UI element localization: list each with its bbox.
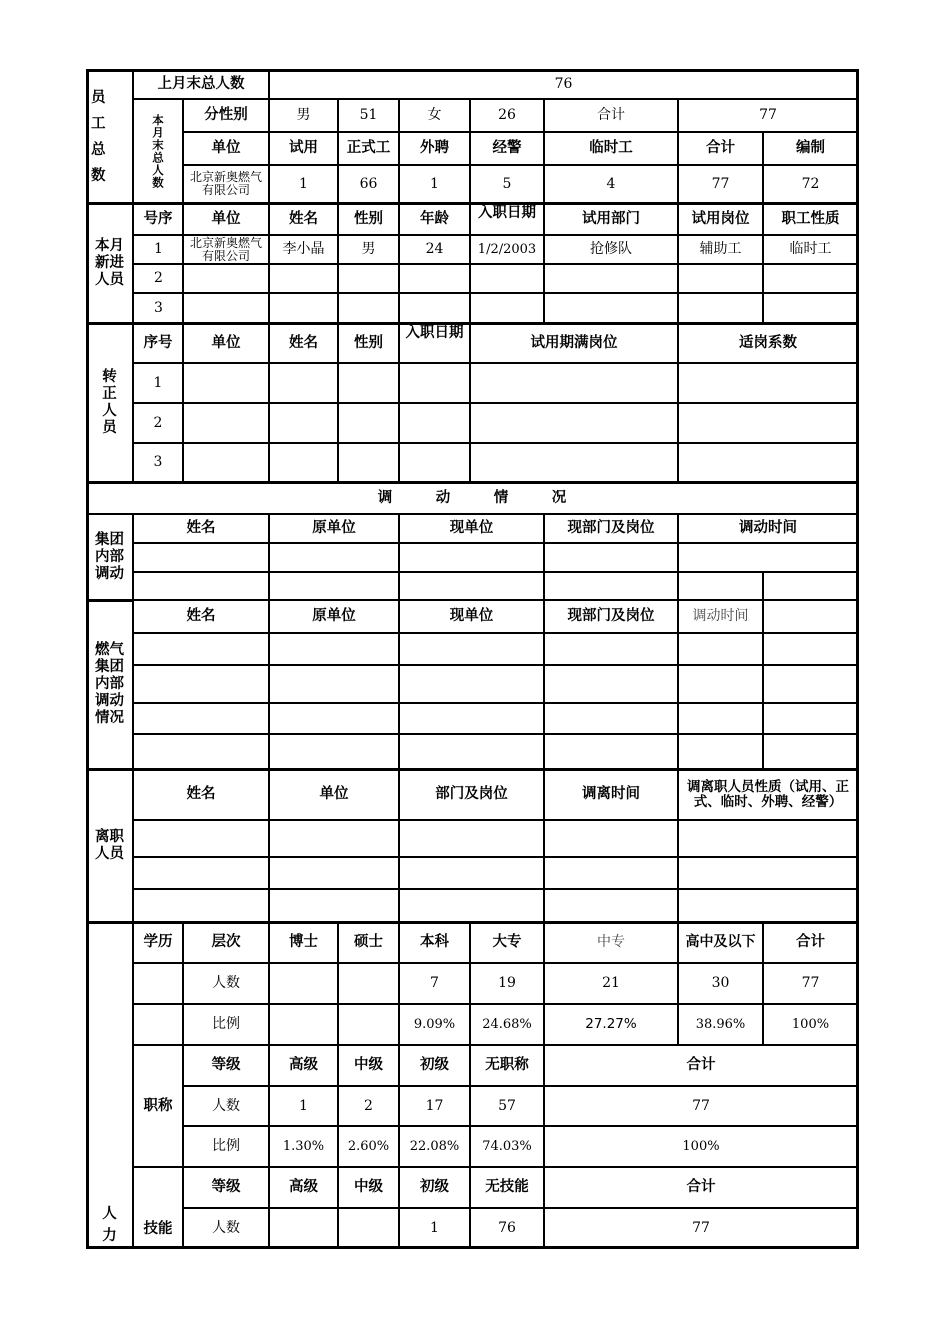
title-rank-count: 77 bbox=[544, 1086, 858, 1126]
education-count: 7 bbox=[399, 963, 470, 1004]
empty-cell bbox=[763, 703, 858, 734]
male-value: 51 bbox=[338, 99, 399, 132]
summary-header: 正式工 bbox=[338, 132, 399, 165]
new-hires-header: 姓名 bbox=[269, 203, 338, 235]
gender-total-value: 77 bbox=[678, 99, 858, 132]
skill-header: 初级 bbox=[399, 1167, 470, 1208]
group-transfer-header: 调动时间 bbox=[678, 514, 858, 543]
gas-transfer-header: 姓名 bbox=[133, 600, 269, 633]
summary-value-cell: 5 bbox=[470, 165, 544, 203]
title-rank-header: 高级 bbox=[269, 1045, 338, 1086]
empty-cell bbox=[338, 293, 399, 323]
title-rank-header: 初级 bbox=[399, 1045, 470, 1086]
education-ratio: 24.68% bbox=[470, 1004, 544, 1045]
section-rule bbox=[86, 202, 858, 205]
new-hire-age: 24 bbox=[399, 235, 470, 264]
empty-cell bbox=[399, 633, 544, 665]
education-header: 硕士 bbox=[338, 922, 399, 963]
empty-cell bbox=[399, 857, 544, 889]
empty-cell bbox=[678, 264, 763, 293]
group-transfer-header: 姓名 bbox=[133, 514, 269, 543]
regularized-header: 序号 bbox=[133, 323, 183, 363]
summary-header: 编制 bbox=[763, 132, 858, 165]
education-header: 层次 bbox=[183, 922, 269, 963]
new-hire-name: 李小晶 bbox=[269, 235, 338, 264]
gas-transfer-header: 现部门及岗位 bbox=[544, 600, 678, 633]
title-rank-header: 等级 bbox=[183, 1045, 269, 1086]
empty-cell bbox=[763, 572, 858, 600]
gender-total-label: 合计 bbox=[544, 99, 678, 132]
empty-cell bbox=[399, 443, 470, 482]
regularized-header: 入职日期 bbox=[399, 323, 470, 363]
new-hires-header: 性别 bbox=[338, 203, 399, 235]
empty-cell bbox=[763, 264, 858, 293]
group-transfer-header: 现部门及岗位 bbox=[544, 514, 678, 543]
empty-cell bbox=[470, 264, 544, 293]
frame-left-rule bbox=[86, 69, 89, 1249]
group-transfer-header: 原单位 bbox=[269, 514, 399, 543]
empty-cell bbox=[183, 403, 269, 443]
empty-cell bbox=[470, 293, 544, 323]
empty-cell bbox=[763, 633, 858, 665]
section-rule bbox=[86, 768, 858, 771]
education-label: 学历 bbox=[133, 922, 183, 963]
empty-cell bbox=[269, 403, 338, 443]
leaving-header: 调离时间 bbox=[544, 769, 678, 820]
new-hire-date: 1/2/2003 bbox=[470, 235, 544, 264]
empty-cell bbox=[470, 363, 678, 403]
empty-cell bbox=[678, 443, 858, 482]
empty-cell bbox=[399, 734, 544, 769]
empty-cell bbox=[678, 820, 858, 857]
gender-label: 分性别 bbox=[183, 99, 269, 132]
empty-cell bbox=[338, 264, 399, 293]
empty-cell bbox=[763, 293, 858, 323]
empty-cell bbox=[269, 543, 399, 572]
education-ratio: 100% bbox=[763, 1004, 858, 1045]
empty-cell bbox=[763, 734, 858, 769]
empty-cell bbox=[544, 293, 678, 323]
new-hires-header: 单位 bbox=[183, 203, 269, 235]
skill-label: 技能 bbox=[133, 1167, 183, 1248]
summary-value-cell: 4 bbox=[544, 165, 678, 203]
empty-cell bbox=[269, 703, 399, 734]
regularized-row-no: 3 bbox=[133, 443, 183, 482]
empty-cell bbox=[183, 264, 269, 293]
empty-cell bbox=[133, 633, 269, 665]
empty-cell bbox=[399, 293, 470, 323]
empty-cell bbox=[678, 734, 763, 769]
title-rank-ratio: 100% bbox=[544, 1126, 858, 1167]
empty-cell bbox=[133, 734, 269, 769]
title-rank-ratio-label: 比例 bbox=[183, 1126, 269, 1167]
empty-cell bbox=[269, 363, 338, 403]
empty-cell bbox=[338, 443, 399, 482]
skill-header: 高级 bbox=[269, 1167, 338, 1208]
employee-total-side-label: 员 工 总 数 bbox=[86, 70, 133, 203]
gas-transfer-header: 现单位 bbox=[399, 600, 544, 633]
education-ratio: 27.27% bbox=[544, 1004, 678, 1045]
summary-header: 外聘 bbox=[399, 132, 470, 165]
prev-month-total-label: 上月末总人数 bbox=[133, 70, 269, 99]
skill-count: 77 bbox=[544, 1208, 858, 1248]
summary-value-cell: 1 bbox=[399, 165, 470, 203]
empty-cell bbox=[269, 572, 399, 600]
empty-cell bbox=[544, 543, 678, 572]
education-count bbox=[338, 963, 399, 1004]
new-hire-nature: 临时工 bbox=[763, 235, 858, 264]
summary-value-cell: 66 bbox=[338, 165, 399, 203]
summary-header: 经警 bbox=[470, 132, 544, 165]
regularized-row-no: 1 bbox=[133, 363, 183, 403]
empty-cell bbox=[544, 665, 678, 703]
empty-cell bbox=[269, 264, 338, 293]
section-rule bbox=[86, 481, 858, 484]
education-count bbox=[269, 963, 338, 1004]
empty-cell bbox=[269, 820, 399, 857]
title-rank-count-label: 人数 bbox=[183, 1086, 269, 1126]
education-header: 博士 bbox=[269, 922, 338, 963]
section-rule bbox=[86, 322, 858, 325]
empty-cell bbox=[678, 403, 858, 443]
section-rule bbox=[86, 921, 858, 924]
new-hires-header: 年龄 bbox=[399, 203, 470, 235]
empty-cell bbox=[133, 857, 269, 889]
empty-cell bbox=[183, 443, 269, 482]
empty-cell bbox=[183, 293, 269, 323]
empty-cell bbox=[133, 665, 269, 703]
title-rank-count: 17 bbox=[399, 1086, 470, 1126]
summary-header: 单位 bbox=[183, 132, 269, 165]
empty-cell bbox=[399, 889, 544, 922]
empty-cell bbox=[470, 403, 678, 443]
empty-cell bbox=[678, 572, 763, 600]
summary-unit-cell: 北京新奥燃气有限公司 bbox=[183, 165, 269, 203]
empty-cell bbox=[399, 572, 544, 600]
empty-cell bbox=[399, 403, 470, 443]
leaving-side-label: 离职人员 bbox=[86, 769, 133, 922]
empty-cell bbox=[678, 633, 763, 665]
new-hire-row-no: 3 bbox=[133, 293, 183, 323]
empty-cell bbox=[678, 543, 858, 572]
prev-month-total-value: 76 bbox=[269, 70, 858, 99]
title-rank-ratio: 2.60% bbox=[338, 1126, 399, 1167]
regularized-side-label: 转正人员 bbox=[86, 323, 133, 482]
education-ratio bbox=[338, 1004, 399, 1045]
education-header: 中专 bbox=[544, 922, 678, 963]
empty-cell bbox=[399, 543, 544, 572]
new-hire-sex: 男 bbox=[338, 235, 399, 264]
regularized-header: 姓名 bbox=[269, 323, 338, 363]
empty-cell bbox=[470, 443, 678, 482]
empty-cell bbox=[133, 1004, 183, 1045]
empty-cell bbox=[133, 889, 269, 922]
empty-cell bbox=[399, 703, 544, 734]
skill-header: 无技能 bbox=[470, 1167, 544, 1208]
education-ratio: 9.09% bbox=[399, 1004, 470, 1045]
title-rank-header: 中级 bbox=[338, 1045, 399, 1086]
title-rank-count: 2 bbox=[338, 1086, 399, 1126]
empty-cell bbox=[678, 665, 763, 703]
empty-cell bbox=[133, 820, 269, 857]
education-count-label: 人数 bbox=[183, 963, 269, 1004]
empty-cell bbox=[399, 264, 470, 293]
current-month-total-vlabel: 本月末总人数 bbox=[133, 99, 183, 203]
empty-cell bbox=[544, 633, 678, 665]
leaving-header: 姓名 bbox=[133, 769, 269, 820]
leaving-header: 调离职人员性质（试用、正式、临时、外聘、经警） bbox=[678, 769, 858, 820]
skill-count bbox=[338, 1208, 399, 1248]
empty-cell bbox=[269, 857, 399, 889]
title-rank-ratio: 22.08% bbox=[399, 1126, 470, 1167]
new-hires-header: 号序 bbox=[133, 203, 183, 235]
new-hires-side-label: 本月新进人员 bbox=[86, 203, 133, 323]
empty-cell bbox=[269, 665, 399, 703]
summary-header: 合计 bbox=[678, 132, 763, 165]
empty-cell bbox=[763, 665, 858, 703]
education-count: 77 bbox=[763, 963, 858, 1004]
gas-transfer-header: 原单位 bbox=[269, 600, 399, 633]
new-hire-post: 辅助工 bbox=[678, 235, 763, 264]
section-rule bbox=[86, 69, 858, 72]
frame-right-rule bbox=[856, 69, 859, 1249]
summary-header: 试用 bbox=[269, 132, 338, 165]
section-rule bbox=[86, 1246, 858, 1249]
regularized-header: 单位 bbox=[183, 323, 269, 363]
new-hires-header: 入职日期 bbox=[470, 203, 544, 235]
education-ratio-label: 比例 bbox=[183, 1004, 269, 1045]
empty-cell bbox=[678, 293, 763, 323]
summary-value-cell: 77 bbox=[678, 165, 763, 203]
section-rule bbox=[86, 599, 134, 602]
regularized-header: 适岗系数 bbox=[678, 323, 858, 363]
empty-cell bbox=[183, 363, 269, 403]
education-ratio bbox=[269, 1004, 338, 1045]
hr-side-label: 人 力 bbox=[86, 922, 133, 1248]
empty-cell bbox=[544, 857, 678, 889]
empty-cell bbox=[338, 403, 399, 443]
education-count: 21 bbox=[544, 963, 678, 1004]
female-label: 女 bbox=[399, 99, 470, 132]
title-rank-header: 合计 bbox=[544, 1045, 858, 1086]
empty-cell bbox=[399, 363, 470, 403]
empty-cell bbox=[544, 572, 678, 600]
new-hire-row-no: 2 bbox=[133, 264, 183, 293]
title-rank-ratio: 1.30% bbox=[269, 1126, 338, 1167]
new-hire-dept: 抢修队 bbox=[544, 235, 678, 264]
empty-cell bbox=[678, 889, 858, 922]
empty-cell bbox=[399, 820, 544, 857]
group-transfer-side-label: 集团内部调动 bbox=[86, 514, 133, 600]
empty-cell bbox=[544, 703, 678, 734]
new-hire-unit: 北京新奥燃气有限公司 bbox=[183, 235, 269, 264]
empty-cell bbox=[544, 734, 678, 769]
title-rank-ratio: 74.03% bbox=[470, 1126, 544, 1167]
empty-cell bbox=[678, 857, 858, 889]
empty-cell bbox=[544, 889, 678, 922]
education-header: 本科 bbox=[399, 922, 470, 963]
skill-count: 76 bbox=[470, 1208, 544, 1248]
empty-cell bbox=[269, 734, 399, 769]
new-hires-header: 试用部门 bbox=[544, 203, 678, 235]
education-count: 19 bbox=[470, 963, 544, 1004]
skill-count: 1 bbox=[399, 1208, 470, 1248]
empty-cell bbox=[133, 703, 269, 734]
summary-value-cell: 1 bbox=[269, 165, 338, 203]
skill-header: 等级 bbox=[183, 1167, 269, 1208]
education-header: 合计 bbox=[763, 922, 858, 963]
empty-cell bbox=[269, 443, 338, 482]
regularized-row-no: 2 bbox=[133, 403, 183, 443]
new-hires-header: 试用岗位 bbox=[678, 203, 763, 235]
gas-group-transfer-side-label: 燃气集团内部调动情况 bbox=[86, 600, 133, 769]
education-header: 大专 bbox=[470, 922, 544, 963]
regularized-header: 性别 bbox=[338, 323, 399, 363]
empty-cell bbox=[544, 264, 678, 293]
new-hires-header: 职工性质 bbox=[763, 203, 858, 235]
empty-cell bbox=[763, 600, 858, 633]
empty-cell bbox=[133, 572, 269, 600]
title-rank-header: 无职称 bbox=[470, 1045, 544, 1086]
empty-cell bbox=[338, 363, 399, 403]
empty-cell bbox=[544, 820, 678, 857]
male-label: 男 bbox=[269, 99, 338, 132]
leaving-header: 部门及岗位 bbox=[399, 769, 544, 820]
skill-count-label: 人数 bbox=[183, 1208, 269, 1248]
skill-header: 中级 bbox=[338, 1167, 399, 1208]
empty-cell bbox=[133, 543, 269, 572]
group-transfer-header: 现单位 bbox=[399, 514, 544, 543]
female-value: 26 bbox=[470, 99, 544, 132]
empty-cell bbox=[399, 665, 544, 703]
skill-header: 合计 bbox=[544, 1167, 858, 1208]
summary-header: 临时工 bbox=[544, 132, 678, 165]
education-header: 高中及以下 bbox=[678, 922, 763, 963]
title-rank-label: 职称 bbox=[133, 1045, 183, 1167]
empty-cell bbox=[678, 363, 858, 403]
empty-cell bbox=[678, 703, 763, 734]
new-hire-row-no: 1 bbox=[133, 235, 183, 264]
summary-value-cell: 72 bbox=[763, 165, 858, 203]
regularized-header: 试用期满岗位 bbox=[470, 323, 678, 363]
education-count: 30 bbox=[678, 963, 763, 1004]
transfer-section-title: 调 动 情 况 bbox=[86, 482, 858, 514]
leaving-header: 单位 bbox=[269, 769, 399, 820]
gas-transfer-header: 调动时间 bbox=[678, 600, 763, 633]
empty-cell bbox=[269, 633, 399, 665]
empty-cell bbox=[269, 889, 399, 922]
skill-count bbox=[269, 1208, 338, 1248]
empty-cell bbox=[269, 293, 338, 323]
education-ratio: 38.96% bbox=[678, 1004, 763, 1045]
title-rank-count: 1 bbox=[269, 1086, 338, 1126]
empty-cell bbox=[133, 963, 183, 1004]
title-rank-count: 57 bbox=[470, 1086, 544, 1126]
